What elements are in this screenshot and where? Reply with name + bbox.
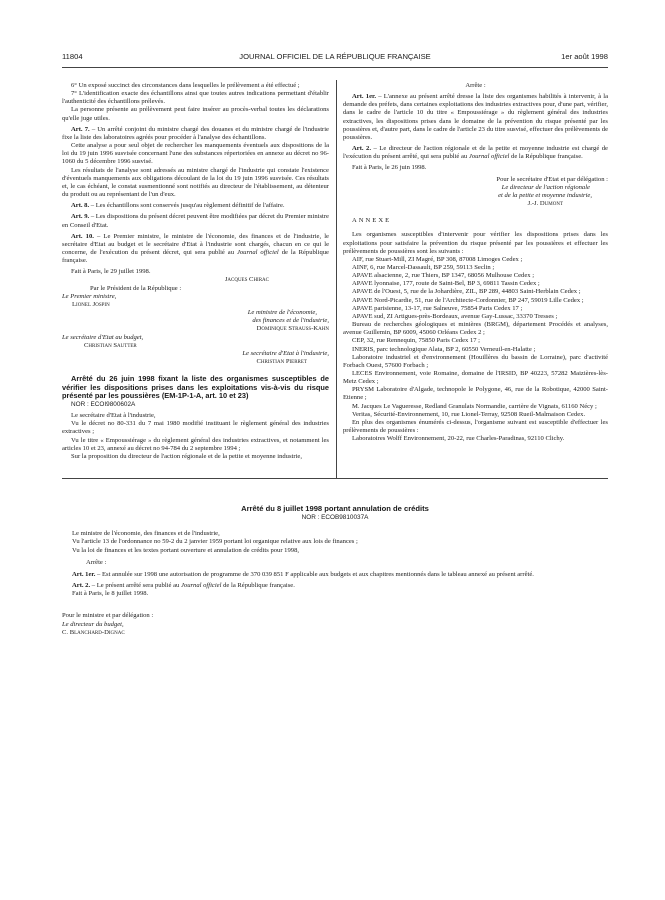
article-text: – Les dispositions du présent décret peuvent être modifiées par décret du Premier ministre en Conseil d'Etat. [62,213,329,229]
article-2 [343,145,608,161]
article-text: – Le Premier ministre, le ministre de l'économie, des finances et de l'industrie, le secrétaire d'Etat au budget et le secrétaire d'Etat à l'industrie sont chargés, chacun en ce qui le concerne, de l'exécution du présent décret, qui sera publié au [62,232,329,256]
paragraph: Sur la proposition du directeur de l'action régionale et de la petite et moyenne industrie, [71,452,302,460]
article-text: de la République française. [223,582,295,590]
left-column [62,82,329,461]
premier-ministre: Le Premier ministre, [62,292,117,300]
paragraph: Vu le titre « Empoussiérage » du règlement général des industries extractives, et notamment les articles 10 et 23, annexé au décret no 94-784 du 2 septembre 1994 ; [62,436,329,452]
journal-name: Journal officiel [236,248,279,256]
article-9 [62,213,329,229]
signature-jospin: Lionel Jospin [72,300,110,308]
par-le-president: Par le Président de la République : [90,284,182,292]
article-label: Art. 9. [71,213,90,221]
nor-reference: NOR : ECOI9800602A [71,400,136,408]
list-item: Laboratoires Wolff Environnement, 20-22, rue Charles-Paradinas, 92110 Clichy. [352,435,565,443]
paragraph: Cette analyse a pour seul objet de rechercher les manquements éventuels aux dispositions de la loi du 19 juin 1996 susvisée concernant l'une des substances répertoriées en annexe au décret no 96-1060 du 5 décembre 1996 susvisé. [62,142,329,166]
article-text: de la République française. [511,153,583,161]
directeur-budget: Le directeur du budget, [62,620,124,628]
article-10 [62,233,329,266]
directeur-title-2: et de la petite et moyenne industrie, [498,191,592,199]
article-8 [62,202,329,210]
journal-name: Journal officiel [180,582,222,590]
list-item: APAVE lyonnaise, 177, route de Saint-Bel, BP 3, 69811 Tassin Cedex ; [352,280,540,288]
article-label: Art. 1er. [72,570,96,578]
bottom-section [62,481,608,637]
article-text: – Le présent arrêté sera publié au [91,582,180,590]
column-divider [336,80,337,478]
section-rule [62,478,608,479]
organism-list [343,256,608,419]
article-label: Art. 1er. [352,93,376,101]
article-text: – Les échantillons sont conservés jusqu'au règlement définitif de l'affaire. [90,202,285,210]
list-item: LECES Environnement, voie Romaine, domaine de l'IRSID, BP 40223, 57282 Maizières-lès-Metz Cedex ; [343,370,608,386]
secretaire-industrie: Le secrétaire d'Etat à l'industrie, [242,349,329,357]
fait-a-paris: Fait à Paris, le 26 juin 1998. [352,164,427,172]
issue-date: 1er août 1998 [561,52,608,61]
article-label: Art. 2. [352,145,371,153]
article-label: Art. 7. [71,125,90,133]
list-item: APAVE de l'Ouest, 5, rue de la Johardière, ZIL, BP 289, 44803 Saint-Herblain Cedex ; [352,288,581,296]
list-item: APAVE sud, ZI Artigues-près-Bordeaux, avenue Gay-Lussac, 33370 Tresses ; [352,312,558,320]
paragraph: En plus des organismes énumérés ci-dessus, l'organisme suivant est susceptible d'effectuer les prélèvements de poussières : [343,418,608,435]
signature-dumont: J.-J. Dumont [527,200,563,208]
paragraph: Vu le décret no 80-331 du 7 mai 1980 modifié instituant le règlement général des industries extractives ; [62,420,329,436]
paragraph: La personne présente au prélèvement peut faire insérer au procès-verbal toutes les déclarations qu'elle juge utiles. [62,106,329,122]
list-item: APAVE Nord-Picardie, 51, rue de l'Architecte-Cordonnier, BP 247, 59019 Lille Cedex ; [352,296,584,304]
list-item: PRYSM Laboratoire d'Algade, technopole le Polygone, 46, rue de la Robotique, 42000 Saint-Etienne ; [343,386,608,402]
fait-a-paris: Fait à Paris, le 8 juillet 1998. [72,590,149,598]
article-label: Art. 10. [71,232,94,240]
nor-reference: NOR : ECOB9810037A [301,514,369,522]
list-item: APAVE parisienne, 13-17, rue Salneuve, 75854 Paris Cedex 17 ; [352,304,523,312]
signature-chirac: Jacques Chirac [224,276,269,284]
paragraph: Les résultats de l'analyse sont adressés au ministre chargé de l'industrie qui constate l'existence d'éventuels manquements aux obligations découlant de la loi du 19 juin 1996 susvisée. Ces résultats et, le cas échéant, le constat susmentionné sont notifiés au directeur de l'établissement, au détenteur du produit ou au représentant de l'un d'eux. [62,166,329,199]
paragraph: Vu l'article 13 de l'ordonnance no 59-2 du 2 janvier 1959 portant loi organique relative aux lois de finances ; [72,538,358,546]
list-item: Laboratoire industriel et d'environnement (Houillères du bassin de Lorraine), parc d'activité Forbach Ouest, 57600 Forbach ; [343,353,608,369]
list-item: APAVE alsacienne, 2, rue Thiers, BP 1347, 68056 Mulhouse Cedex ; [352,272,535,280]
article-label: Art. 2. [72,582,91,590]
page-header [62,52,608,66]
article-2 [62,582,608,590]
page-number: 11804 [62,52,83,61]
secretaire-budget: Le secrétaire d'Etat au budget, [62,333,144,341]
list-item: AIF, rue Stuart-Mill, ZI Magré, BP 308, 87008 Limoges Cedex ; [352,255,523,263]
item-6: 6° Un exposé succinct des circonstances dans lesquelles le prélèvement a été effectué ; [71,82,300,89]
fait-a-paris: Fait à Paris, le 29 juillet 1998. [71,268,151,276]
paragraph: Le secrétaire d'Etat à l'industrie, [71,412,156,420]
article-1 [62,571,608,579]
article-text: – L'annexe au présent arrêté dresse la liste des organismes habilités à intervenir, à la demande des préfets, dans certaines exploitations des industries extractives pour, d'une part, vérifier, dans le cadre de l'article 10 du titre « Empoussiérage » du règlement général des industries extractives, les dispositions prises dans le domaine de la prévention du risque présenté par les poussières et, d'autre part, dans le cadre de l'article 23 du titre susvisé, effectuer des prélèvements de poussières. [343,93,608,141]
list-item: CEP, 32, rue Rennequin, 75850 Paris Cedex 17 ; [352,337,481,345]
list-item: AINF, 6, rue Marcel-Dassault, BP 259, 59113 Seclin ; [352,263,495,271]
article-text: – Un arrêté conjoint du ministre chargé des douanes et du ministre chargé de l'industrie fixe la liste des laboratoires agréés pour procéder à l'analyse des échantillons. [62,125,329,141]
list-item: Bureau de recherches géologiques et minières (BRGM), département Procédés et analyses, avenue Guillemin, BP 6009, 45060 Orléans Cedex 2 ; [343,321,608,337]
arrete-8-juillet-title: Arrêté du 8 juillet 1998 portant annulation de crédits [241,504,429,513]
signature-strauss-kahn: Dominique Strauss-Kahn [256,325,329,333]
journal-title: JOURNAL OFFICIEL DE LA RÉPUBLIQUE FRANÇAISE [239,52,431,61]
signature-pierret: Christian Pierret [256,358,307,365]
article-text: de la République française. [62,248,329,265]
article-text: – Le directeur de l'action régionale et de la petite et moyenne industrie est chargé de l'exécution du présent arrêté, qui sera publié au [343,145,608,161]
item-7: 7° L'identification exacte des échantillons ainsi que toutes autres indications permettant d'établir l'authenticité des échantillons prélevés. [62,90,329,106]
pour-le-ministre: Pour le ministre et par délégation : [62,612,154,620]
annexe-heading: ANNEXE [352,217,392,225]
list-item: Veritas, Sécurité-Environnement, 10, rue Lionel-Terray, 92508 Rueil-Malmaison Cedex. [352,410,586,418]
article-7 [62,126,329,142]
directeur-title: Le directeur de l'action régionale [501,183,590,191]
list-item: M. Jacques Le Vagueresse, Redland Granulats Normandie, carrière de Vignats, 61160 Nécy ; [352,402,597,410]
article-1 [343,93,608,142]
right-column [343,82,608,443]
arrete-heading: Arrête : [86,558,107,566]
list-item: INERIS, parc technologique Alata, BP 2, 60550 Verneuil-en-Halatte ; [352,345,536,353]
header-rule [62,67,608,68]
paragraph: Le ministre de l'économie, des finances et de l'industrie, [72,530,220,538]
journal-name: Journal officiel [468,153,510,161]
arrete-26-juin-title: Arrêté du 26 juin 1998 fixant la liste des organismes susceptibles de vérifier les dispositions prises dans les exploitations vis-à-vis du risque présenté par les poussières (EM-1P-1-A, art. 10 et 23) [62,374,329,401]
ministre-economie-2: des finances et de l'industrie, [252,317,329,325]
annexe-intro: Les organismes susceptibles d'intervenir pour vérifier les dispositions prises dans les exploitations pour satisfaire la prévention du risque présenté par les poussières et effectuer les prélèvements de poussières sont les suivants : [343,231,608,255]
article-label: Art. 8. [71,202,90,210]
article-text: – Est annulée sur 1998 une autorisation de programme de 370 039 851 F applicable aux budgets et aux chapitres mentionnés dans le tableau annexé au présent arrêté. [97,570,534,578]
arrete-heading: Arrête : [465,82,486,89]
ministre-economie: Le ministre de l'économie, [247,309,317,317]
signature-sautter: Christian Sautter [84,341,137,349]
signature-blanchard-dignac: C. Blanchard-Dignac [62,628,125,636]
pour-le-secretaire: Pour le secrétaire d'Etat et par délégation : [496,175,608,183]
paragraph: Vu la loi de finances et les textes portant ouverture et annulation de crédits pour 1998, [72,546,300,554]
